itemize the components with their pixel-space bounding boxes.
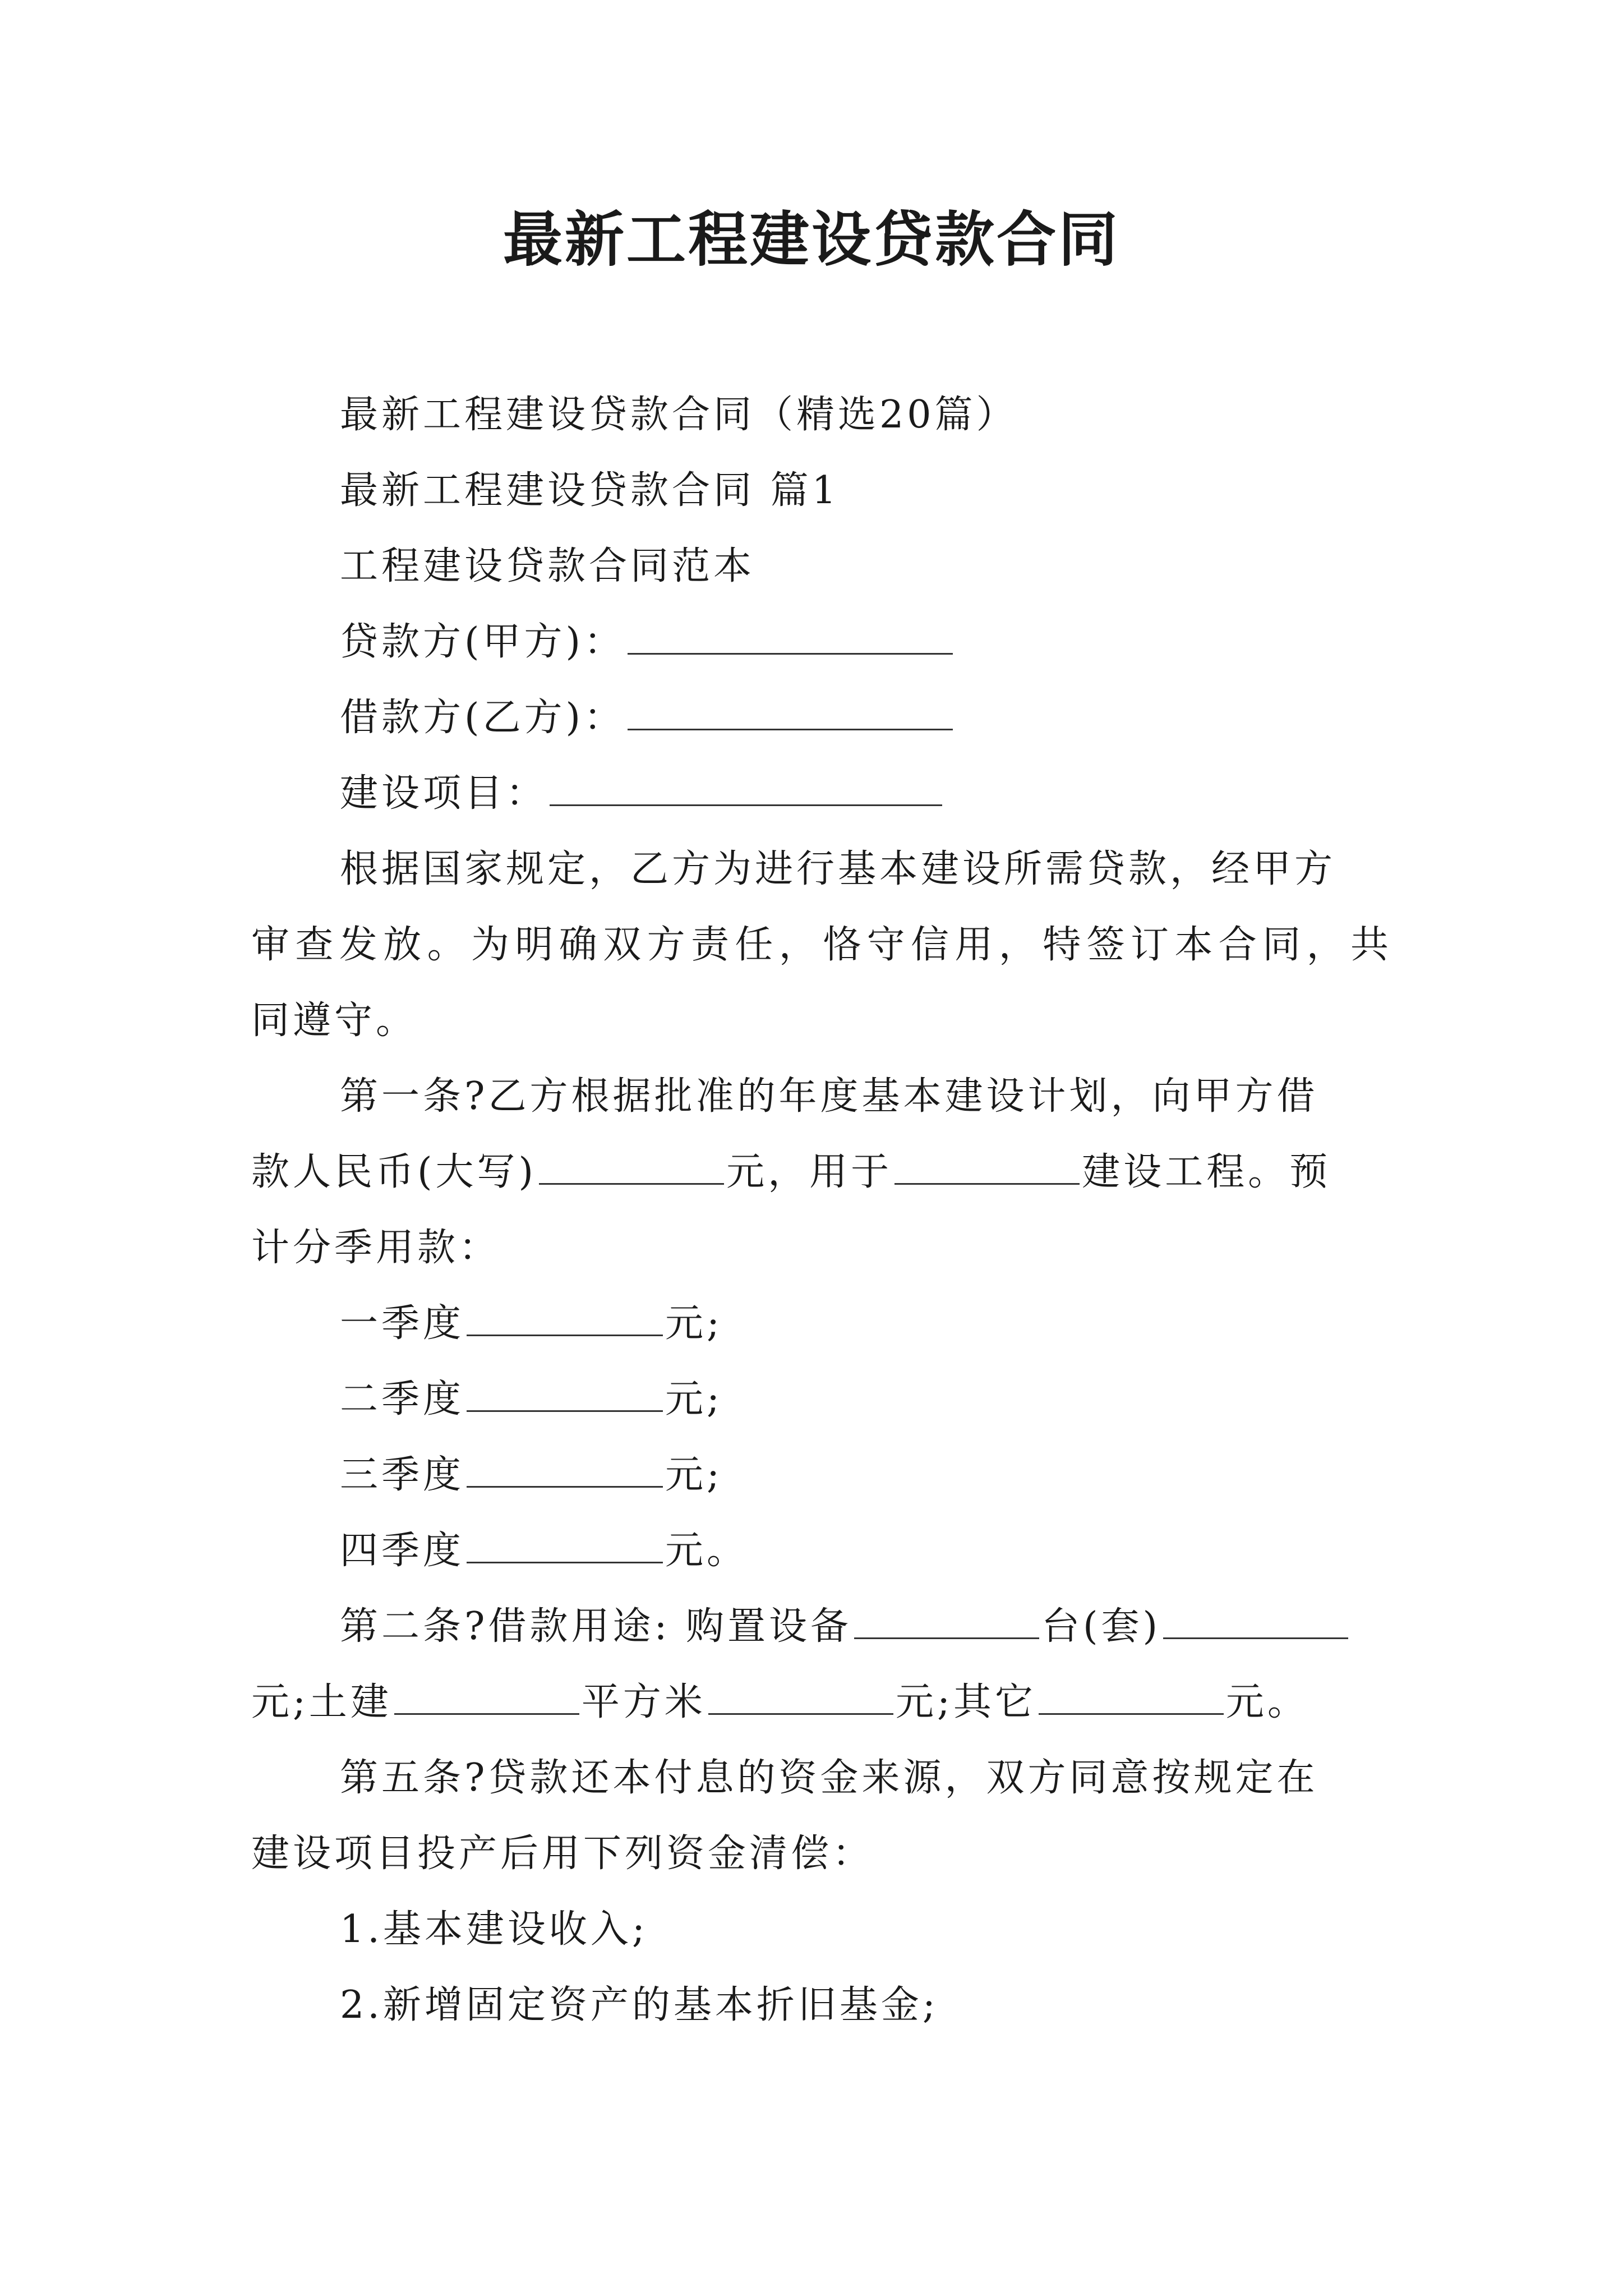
quarter-1-label: 一季度	[340, 1301, 465, 1346]
quarter-1-end: 元;	[665, 1301, 723, 1346]
project-line	[340, 766, 944, 822]
construction-area-blank	[394, 1675, 579, 1715]
construction-amount-blank	[708, 1675, 893, 1715]
quarter-1-blank	[467, 1296, 663, 1336]
quarter-1-line	[340, 1296, 723, 1352]
quarter-3-line	[340, 1447, 723, 1503]
article-1-text-a: 款人民币(大写)	[251, 1150, 537, 1194]
quarter-4-end: 元。	[665, 1529, 749, 1573]
section-heading: 最新工程建设贷款合同 篇1	[340, 468, 840, 513]
project-label: 建设项目：	[340, 771, 548, 816]
subtitle: 最新工程建设贷款合同（精选20篇）	[340, 393, 1018, 437]
quarter-4-label: 四季度	[340, 1529, 465, 1573]
quarter-3-blank	[467, 1448, 663, 1488]
other-amount-blank	[1039, 1675, 1224, 1715]
template-name: 工程建设贷款合同范本	[340, 544, 755, 588]
article-1-text-b: 元，用于	[726, 1150, 893, 1194]
article-2-line-1	[340, 1599, 1350, 1655]
article-2-text-c: 元;土建	[251, 1680, 392, 1724]
article-1-line-1: 第一条?乙方根据批准的年度基本建设计划，向甲方借	[340, 1074, 1318, 1119]
borrower-line	[340, 690, 955, 746]
equipment-count-blank	[854, 1599, 1039, 1639]
intro-line-2: 审查发放。为明确双方责任，恪守信用，特签订本合同，共	[251, 923, 1392, 967]
quarter-4-line	[340, 1523, 748, 1579]
article-1-line-3: 计分季用款：	[251, 1226, 501, 1270]
equipment-amount-blank	[1163, 1599, 1348, 1639]
lender-blank	[628, 615, 953, 655]
lender-label: 贷款方(甲方)：	[340, 620, 626, 664]
intro-line-1: 根据国家规定，乙方为进行基本建设所需贷款，经甲方	[340, 847, 1336, 891]
quarter-2-line	[340, 1372, 723, 1428]
intro-line-3: 同遵守。	[251, 999, 418, 1043]
repayment-item-2: 2.新增固定资产的基本折旧基金;	[340, 1983, 939, 2027]
quarter-3-end: 元;	[665, 1453, 723, 1497]
quarter-3-label: 三季度	[340, 1453, 465, 1497]
quarter-2-label: 二季度	[340, 1377, 465, 1421]
borrower-label: 借款方(乙方)：	[340, 696, 626, 740]
quarter-4-blank	[467, 1524, 663, 1563]
repayment-item-1: 1.基本建设收入;	[340, 1907, 648, 1952]
article-2-text-b: 台(套)	[1041, 1604, 1161, 1649]
article-2-text-d: 平方米	[581, 1680, 706, 1724]
article-1-line-2	[251, 1144, 1331, 1200]
borrower-blank	[628, 691, 953, 730]
quarter-2-end: 元;	[665, 1377, 723, 1421]
article-5-line-1: 第五条?贷款还本付息的资金来源，双方同意按规定在	[340, 1756, 1318, 1800]
document-title: 最新工程建设贷款合同	[503, 204, 1120, 274]
article-2-line-2	[251, 1674, 1309, 1731]
article-2-text-a: 第二条?借款用途: 购置设备	[340, 1604, 852, 1649]
project-use-blank	[895, 1145, 1080, 1185]
article-5-line-2: 建设项目投产后用下列资金清偿：	[251, 1832, 874, 1876]
quarter-2-blank	[467, 1372, 663, 1412]
article-1-text-c: 建设工程。预	[1082, 1150, 1331, 1194]
article-2-text-e: 元;其它	[895, 1680, 1036, 1724]
lender-line	[340, 614, 955, 670]
article-2-text-f: 元。	[1225, 1680, 1309, 1724]
amount-blank	[539, 1145, 724, 1185]
project-blank	[550, 766, 942, 806]
